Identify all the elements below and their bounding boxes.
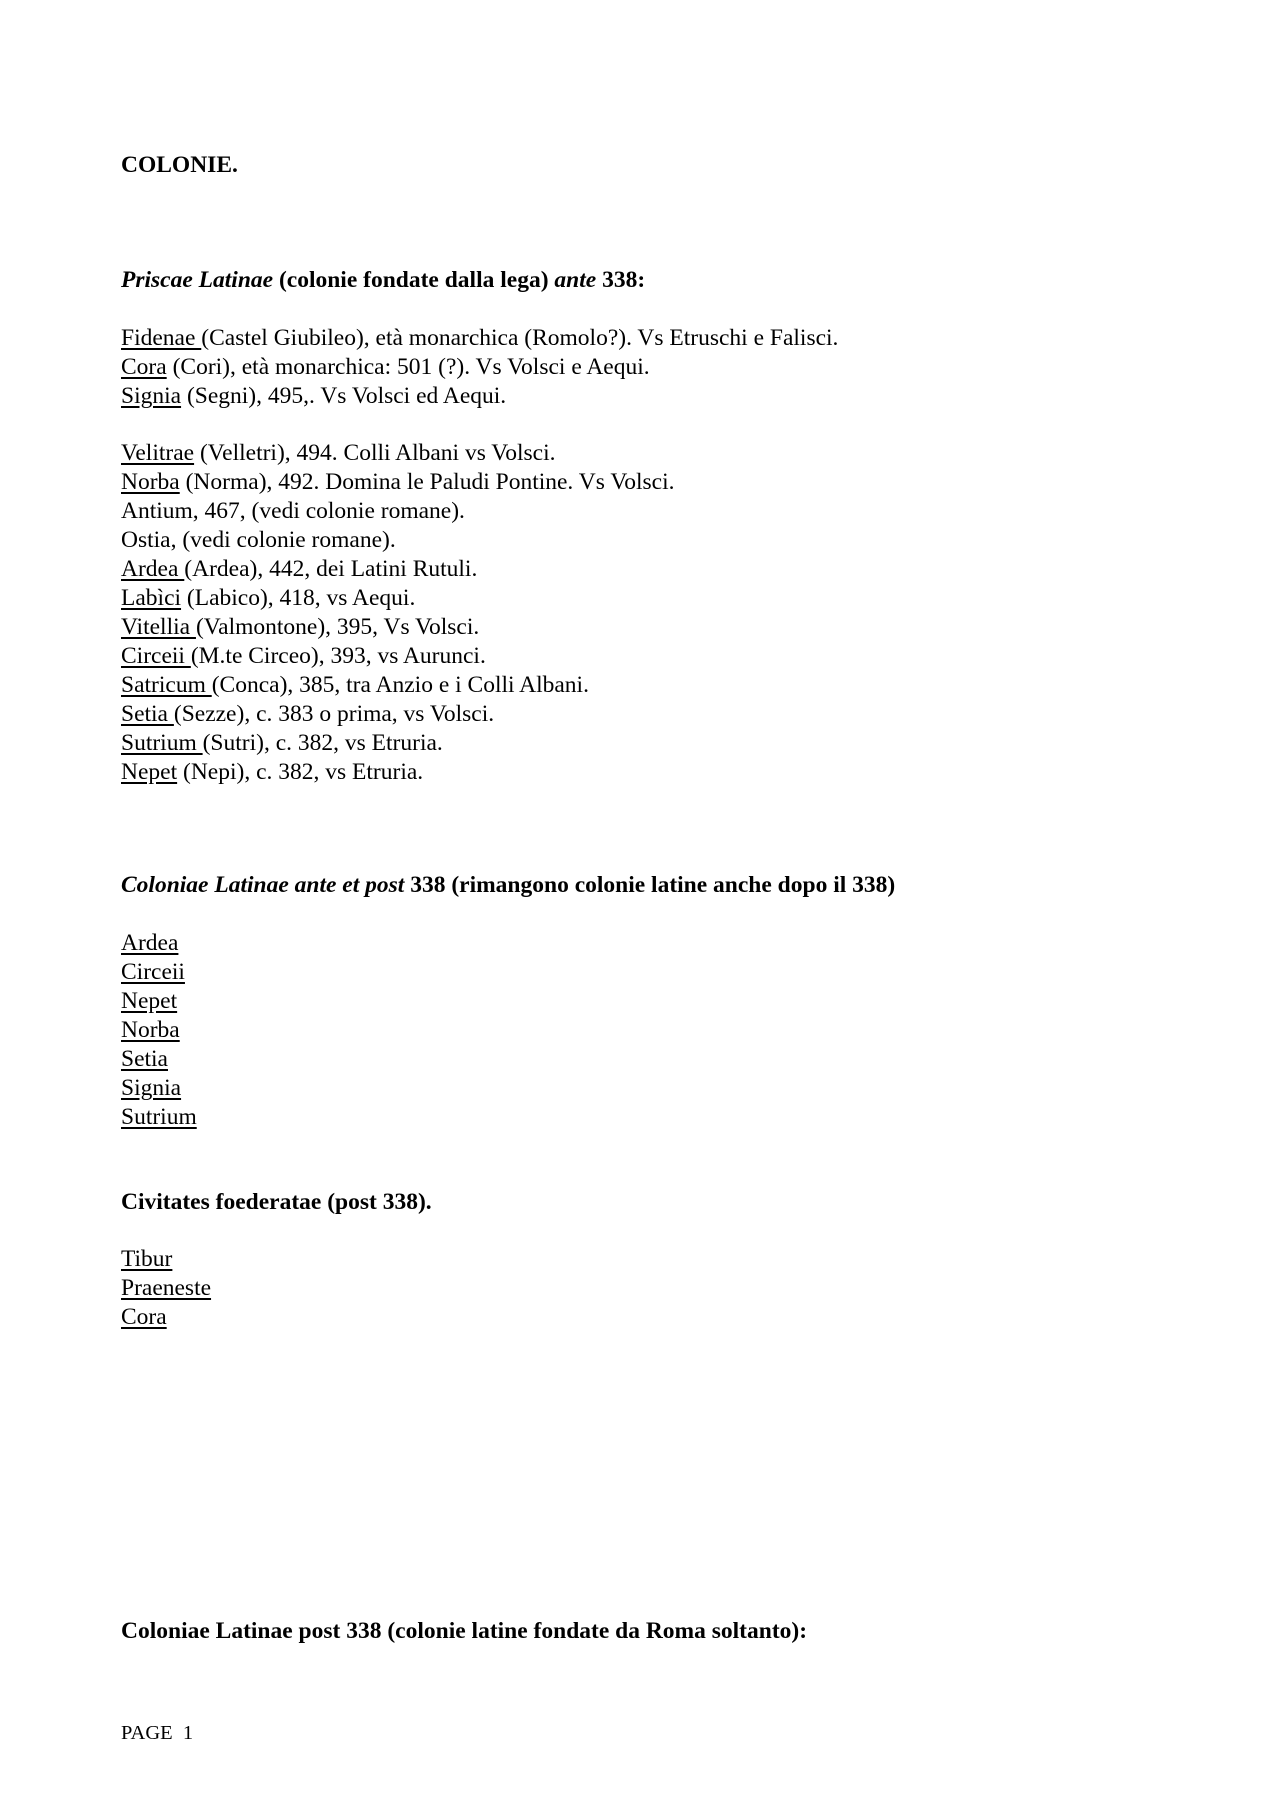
colony-name: Sutrium [121, 730, 203, 756]
city-name: Tibur [121, 1246, 173, 1272]
priscae-list-group-1 [121, 324, 1160, 411]
colony-name: Fidenae [121, 325, 202, 351]
colony-detail: (Velletri), 494. Colli Albani vs Volsci. [194, 440, 556, 466]
foederatae-heading: Civitates foederatae (post 338). [121, 1189, 432, 1215]
list-item [121, 439, 1160, 468]
page-number: PAGE 1 [121, 1722, 194, 1744]
list-item [121, 700, 1160, 729]
city-name: Praeneste [121, 1275, 212, 1301]
list-item [121, 497, 1160, 526]
colony-detail: (Norma), 492. Domina le Paludi Pontine. Vs Volsci. [179, 469, 675, 495]
list-item [121, 1016, 1160, 1045]
colony-detail: (Castel Giubileo), età monarchica (Romolo?). Vs Etruschi e Falisci. [201, 325, 839, 351]
document-title: COLONIE. [121, 152, 238, 178]
colony-name: Setia [121, 1046, 168, 1072]
ante-post-heading-italic: Coloniae Latinae ante et post [121, 872, 405, 898]
colony-name: Signia [121, 383, 182, 409]
colony-name: Labìci [121, 585, 182, 611]
list-item [121, 671, 1160, 700]
list-item [121, 324, 1160, 353]
colony-name: Cora [121, 354, 167, 380]
city-name: Cora [121, 1304, 167, 1330]
colony-detail: (Valmontone), 395, Vs Volsci. [195, 614, 480, 640]
colony-detail: (Ardea), 442, dei Latini Rutuli. [184, 556, 478, 582]
list-item [121, 382, 1160, 411]
colony-detail: (Conca), 385, tra Anzio e i Colli Albani. [211, 672, 589, 698]
priscae-heading-year: 338: [596, 267, 646, 293]
colony-detail: (Labico), 418, vs Aequi. [181, 585, 416, 611]
colony-name: Ardea [121, 556, 185, 582]
foederatae-list [121, 1245, 1160, 1332]
colony-detail: (Sezze), c. 383 o prima, vs Volsci. [173, 701, 495, 727]
priscae-list-group-2 [121, 439, 1160, 787]
colony-detail: (M.te Circeo), 393, vs Aurunci. [190, 643, 486, 669]
list-item [121, 1074, 1160, 1103]
colony-name: Sutrium [121, 1104, 197, 1130]
ante-post-list [121, 929, 1160, 1132]
list-item [121, 353, 1160, 382]
colony-name: Nepet [121, 988, 178, 1014]
colony-detail: Ostia, (vedi colonie romane). [121, 527, 396, 553]
list-item [121, 555, 1160, 584]
list-item [121, 1103, 1160, 1132]
list-item [121, 758, 1160, 787]
colony-name: Norba [121, 469, 180, 495]
colony-detail: (Nepi), c. 382, vs Etruria. [177, 759, 424, 785]
colony-detail: (Sutri), c. 382, vs Etruria. [202, 730, 443, 756]
priscae-heading-text: (colonie fondate dalla lega) [273, 267, 555, 293]
colony-detail: Antium, 467, (vedi colonie romane). [121, 498, 465, 524]
list-item [121, 526, 1160, 555]
list-item [121, 468, 1160, 497]
list-item [121, 1045, 1160, 1074]
colony-name: Circeii [121, 643, 191, 669]
list-item [121, 729, 1160, 758]
colony-name: Nepet [121, 759, 178, 785]
list-item [121, 987, 1160, 1016]
colony-name: Setia [121, 701, 174, 727]
list-item [121, 958, 1160, 987]
ante-post-heading [121, 871, 1160, 900]
colony-name: Circeii [121, 959, 185, 985]
list-item [121, 1274, 1160, 1303]
priscae-heading [121, 266, 1160, 295]
colony-detail: (Cori), età monarchica: 501 (?). Vs Volsci e Aequi. [166, 354, 650, 380]
list-item [121, 1245, 1160, 1274]
colony-detail: (Segni), 495,. Vs Volsci ed Aequi. [181, 383, 507, 409]
ante-post-heading-text: 338 (rimangono colonie latine anche dopo il 338) [404, 872, 896, 898]
colony-name: Norba [121, 1017, 180, 1043]
priscae-heading-ante: ante [554, 267, 597, 293]
list-item [121, 584, 1160, 613]
post-heading: Coloniae Latinae post 338 (colonie latine fondate da Roma soltanto): [121, 1618, 808, 1644]
colony-name: Satricum [121, 672, 212, 698]
list-item [121, 642, 1160, 671]
list-item [121, 613, 1160, 642]
colony-name: Signia [121, 1075, 182, 1101]
priscae-heading-italic: Priscae Latinae [121, 267, 274, 293]
list-item [121, 1303, 1160, 1332]
list-item [121, 929, 1160, 958]
colony-name: Vitellia [121, 614, 196, 640]
colony-name: Velitrae [121, 440, 195, 466]
colony-name: Ardea [121, 930, 179, 956]
